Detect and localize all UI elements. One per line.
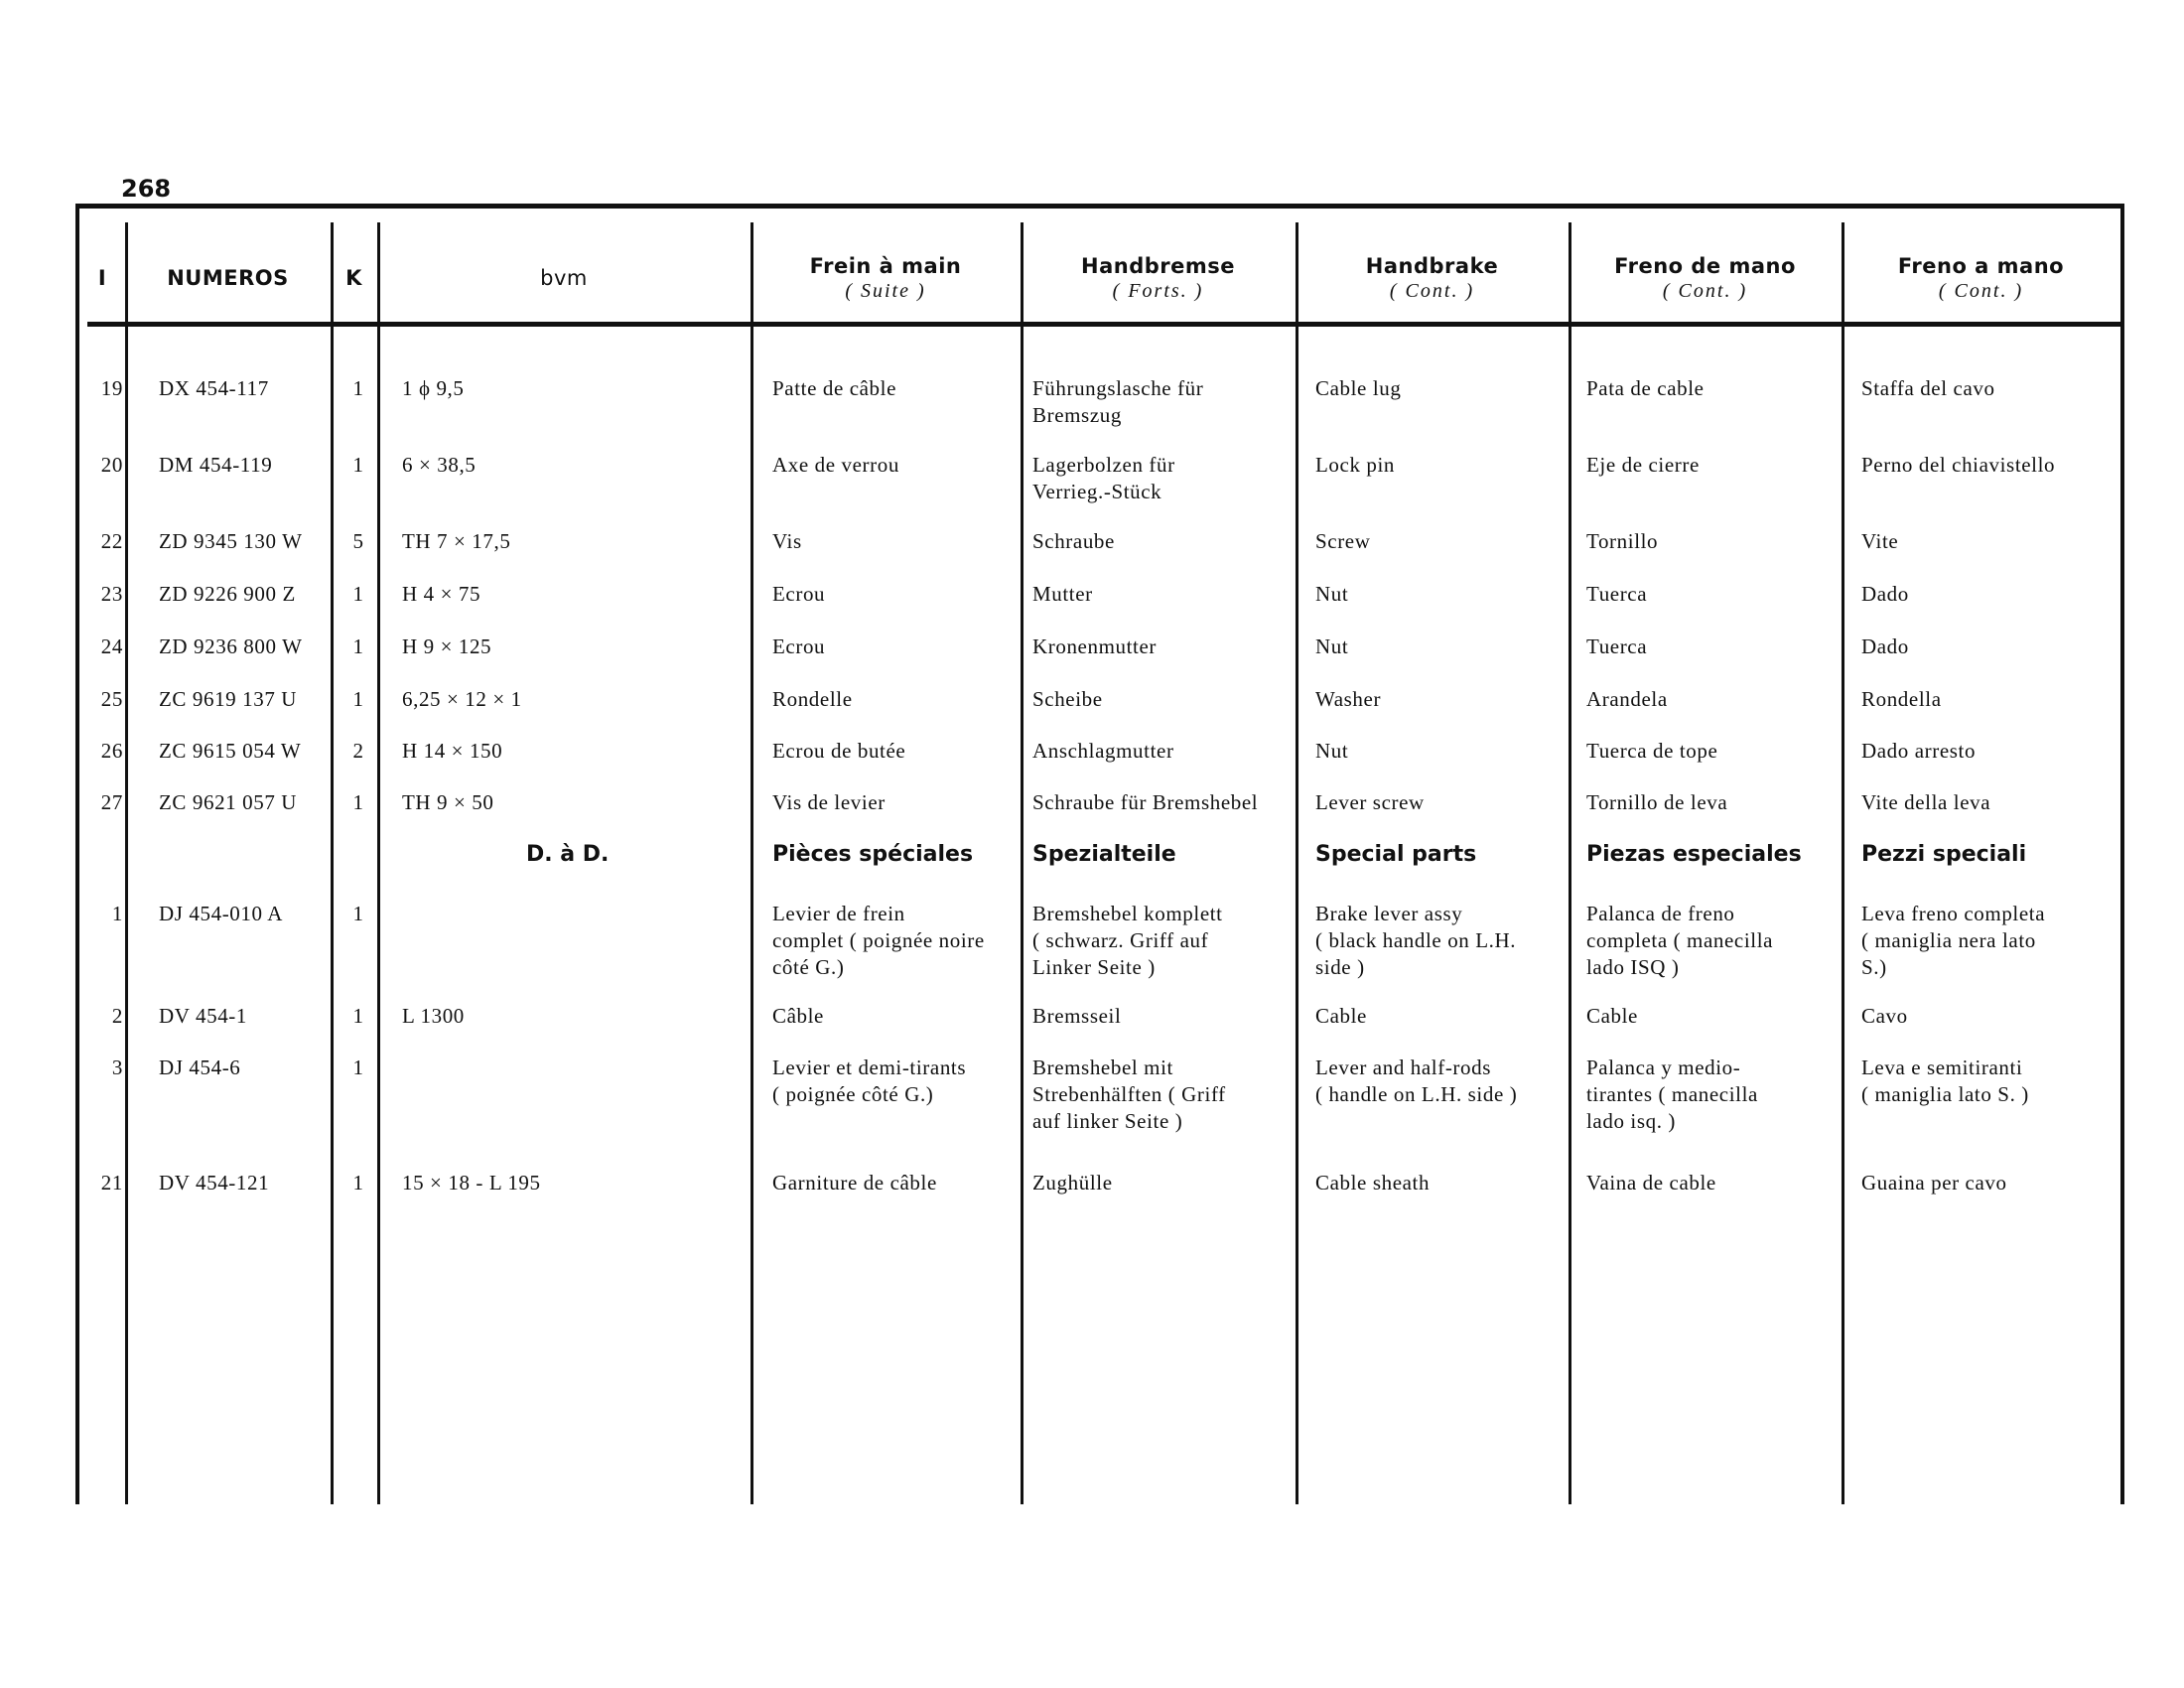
cell-num: DM 454-119	[159, 453, 273, 477]
cell-line: Brake lever assy	[1315, 902, 1463, 925]
cell-num: ZD 9345 130 W	[159, 529, 303, 553]
cell-line: Rondelle	[772, 687, 853, 711]
cell-line: Rondella	[1861, 687, 1942, 711]
cell-line: Vite della leva	[1861, 790, 1991, 814]
cell-de	[1032, 452, 1175, 505]
cell-line: Tuerca	[1586, 582, 1648, 606]
cell-line: Nut	[1315, 634, 1349, 658]
cell-line: Levier de frein	[772, 902, 905, 925]
cell-k: 1	[352, 634, 364, 658]
cell-line: lado ISQ )	[1586, 955, 1680, 979]
cell-en	[1315, 452, 1395, 479]
cell-fr	[772, 1170, 937, 1196]
cell-es	[1586, 738, 1717, 765]
cell-en	[1315, 738, 1348, 765]
cell-line: Cable sheath	[1315, 1171, 1431, 1195]
cell-en	[1315, 901, 1516, 981]
cell-line: Staffa del cavo	[1861, 376, 1995, 400]
cell-line: complet ( poignée noire	[772, 928, 985, 952]
cell-line: Lagerbolzen für	[1032, 453, 1175, 477]
cell-line: Guaina per cavo	[1861, 1171, 2007, 1195]
cell-fr	[772, 901, 985, 981]
cell-de	[1032, 375, 1203, 429]
cell-line: Vite	[1861, 529, 1899, 553]
cell-line: Screw	[1315, 529, 1371, 553]
cell-en	[1315, 789, 1425, 816]
cell-es	[1586, 528, 1658, 555]
cell-it	[1861, 1170, 2007, 1196]
cell-i: 1	[111, 902, 123, 925]
cell-it	[1861, 1055, 2029, 1108]
cell-en	[1315, 686, 1381, 713]
cell-line: Vis	[772, 529, 802, 553]
cell-en	[1315, 841, 1476, 868]
cell-line: Kronenmutter	[1032, 634, 1157, 658]
cell-line: S.)	[1861, 955, 1887, 979]
cell-bvm: 6,25 × 12 × 1	[402, 687, 522, 711]
cell-line: ( maniglia nera lato	[1861, 928, 2036, 952]
cell-line: Garniture de câble	[772, 1171, 937, 1195]
cell-i: 24	[100, 634, 123, 658]
cell-line: côté G.)	[772, 955, 845, 979]
cell-line: Verrieg.-Stück	[1032, 480, 1162, 503]
cell-bvm: TH 9 × 50	[402, 790, 494, 814]
header-spanish-sub: ( Cont. )	[1662, 279, 1748, 302]
header-italian-sub: ( Cont. )	[1938, 279, 2024, 302]
cell-line: lado isq. )	[1586, 1109, 1677, 1133]
cell-line: Lever and half-rods	[1315, 1055, 1491, 1079]
cell-line: Levier et demi-tirants	[772, 1055, 967, 1079]
cell-line: ( black handle on L.H.	[1315, 928, 1517, 952]
cell-k: 1	[352, 1171, 364, 1195]
cell-line: Bremszug	[1032, 403, 1122, 427]
cell-it	[1861, 901, 2045, 981]
cell-de	[1032, 841, 1176, 868]
cell-de	[1032, 789, 1258, 816]
cell-num: DV 454-1	[159, 1004, 247, 1028]
cell-bvm: 15 × 18 - L 195	[402, 1171, 541, 1195]
cell-es	[1586, 841, 1802, 868]
cell-en	[1315, 633, 1348, 660]
cell-line: Cable	[1315, 1004, 1367, 1028]
cell-line: ( poignée côté G.)	[772, 1082, 934, 1106]
cell-line: Cavo	[1861, 1004, 1908, 1028]
cell-bvm: L 1300	[402, 1004, 465, 1028]
header-french-title: Frein à main	[809, 253, 962, 278]
cell-en	[1315, 528, 1370, 555]
cell-i: 25	[100, 687, 123, 711]
cell-line: Arandela	[1586, 687, 1668, 711]
cell-line: Leva e semitiranti	[1861, 1055, 2023, 1079]
cell-fr	[772, 375, 896, 402]
cell-i: 2	[111, 1004, 123, 1028]
cell-en	[1315, 1055, 1517, 1108]
cell-line: ( maniglia lato S. )	[1861, 1082, 2029, 1106]
cell-num: ZD 9236 800 W	[159, 634, 303, 658]
header-english-title: Handbrake	[1365, 253, 1499, 278]
cell-i: 3	[111, 1055, 123, 1079]
cell-num: DV 454-121	[159, 1171, 270, 1195]
cell-line: Washer	[1315, 687, 1382, 711]
cell-de	[1032, 1170, 1113, 1196]
cell-num: DJ 454-010 A	[159, 902, 284, 925]
header-german-sub: ( Forts. )	[1112, 279, 1204, 302]
cell-line: Cable	[1586, 1004, 1638, 1028]
cell-num: ZC 9621 057 U	[159, 790, 298, 814]
cell-line: Special parts	[1315, 842, 1477, 867]
cell-num: ZC 9619 137 U	[159, 687, 298, 711]
cell-line: Ecrou	[772, 634, 826, 658]
cell-fr	[772, 452, 899, 479]
cell-k: 1	[352, 376, 364, 400]
cell-it	[1861, 528, 1898, 555]
cell-es	[1586, 1170, 1716, 1196]
cell-line: Mutter	[1032, 582, 1093, 606]
cell-it	[1861, 1003, 1908, 1030]
cell-i: 20	[100, 453, 123, 477]
cell-num: ZC 9615 054 W	[159, 739, 302, 763]
cell-line: Lever screw	[1315, 790, 1425, 814]
cell-es	[1586, 581, 1647, 608]
cell-en	[1315, 1170, 1430, 1196]
header-numeros-label: NUMEROS	[167, 266, 289, 290]
cell-es	[1586, 686, 1668, 713]
cell-line: Eje de cierre	[1586, 453, 1700, 477]
cell-line: Vis de levier	[772, 790, 886, 814]
cell-line: ( schwarz. Griff auf	[1032, 928, 1209, 952]
cell-line: Bremshebel mit	[1032, 1055, 1173, 1079]
header-k-label: K	[345, 266, 362, 290]
cell-line: Patte de câble	[772, 376, 897, 400]
cell-it	[1861, 452, 2055, 479]
cell-line: Câble	[772, 1004, 824, 1028]
cell-k: 1	[352, 453, 364, 477]
cell-line: Axe de verrou	[772, 453, 899, 477]
cell-de	[1032, 686, 1103, 713]
cell-bvm: 1 ϕ 9,5	[402, 376, 465, 400]
cell-line: Zughülle	[1032, 1171, 1113, 1195]
cell-line: Anschlagmutter	[1032, 739, 1174, 763]
header-english-sub: ( Cont. )	[1389, 279, 1475, 302]
cell-k: 1	[352, 1055, 364, 1079]
cell-line: Linker Seite )	[1032, 955, 1156, 979]
cell-es	[1586, 375, 1705, 402]
cell-line: Cable lug	[1315, 376, 1402, 400]
cell-line: Tuerca	[1586, 634, 1648, 658]
cell-it	[1861, 841, 2026, 868]
cell-line: Perno del chiavistello	[1861, 453, 2056, 477]
header-italian-title: Freno a mano	[1897, 253, 2065, 278]
cell-de	[1032, 633, 1157, 660]
cell-line: Pezzi speciali	[1861, 842, 2027, 867]
cell-de	[1032, 901, 1223, 981]
cell-es	[1586, 789, 1727, 816]
cell-de	[1032, 1003, 1121, 1030]
cell-line: Spezialteile	[1032, 842, 1176, 867]
cell-fr	[772, 789, 886, 816]
cell-k: 1	[352, 687, 364, 711]
cell-line: Dado	[1861, 582, 1909, 606]
cell-line: Führungslasche für	[1032, 376, 1204, 400]
cell-bvm: H 14 × 150	[402, 739, 503, 763]
cell-de	[1032, 528, 1115, 555]
cell-k: 1	[352, 790, 364, 814]
cell-es	[1586, 633, 1647, 660]
cell-line: Vaina de cable	[1586, 1171, 1716, 1195]
cell-bvm: D. à D.	[526, 842, 610, 867]
page-number: 268	[121, 175, 172, 203]
cell-line: Dado arresto	[1861, 739, 1977, 763]
cell-line: Schraube für Bremshebel	[1032, 790, 1259, 814]
cell-bvm: H 9 × 125	[402, 634, 492, 658]
cell-line: completa ( manecilla	[1586, 928, 1774, 952]
cell-line: Palanca y medio-	[1586, 1055, 1741, 1079]
cell-line: Piezas especiales	[1586, 842, 1802, 867]
cell-k: 1	[352, 1004, 364, 1028]
header-index-label: I	[97, 266, 107, 290]
cell-k: 2	[352, 739, 364, 763]
cell-i: 27	[100, 790, 123, 814]
cell-line: Tornillo de leva	[1586, 790, 1728, 814]
cell-fr	[772, 1055, 966, 1108]
cell-k: 1	[352, 582, 364, 606]
cell-it	[1861, 581, 1909, 608]
cell-fr	[772, 1003, 824, 1030]
cell-line: tirantes ( manecilla	[1586, 1082, 1758, 1106]
cell-k: 1	[352, 902, 364, 925]
cell-line: Dado	[1861, 634, 1909, 658]
cell-num: DJ 454-6	[159, 1055, 241, 1079]
cell-line: Tornillo	[1586, 529, 1659, 553]
cell-line: side )	[1315, 955, 1365, 979]
cell-en	[1315, 375, 1401, 402]
cell-i: 22	[100, 529, 123, 553]
cell-line: Nut	[1315, 582, 1349, 606]
cell-line: Ecrou	[772, 582, 826, 606]
cell-k: 5	[352, 529, 364, 553]
cell-it	[1861, 789, 1990, 816]
cell-line: Ecrou de butée	[772, 739, 906, 763]
cell-es	[1586, 1003, 1638, 1030]
cell-bvm: TH 7 × 17,5	[402, 529, 511, 553]
cell-i: 26	[100, 739, 123, 763]
cell-line: Schraube	[1032, 529, 1115, 553]
cell-en	[1315, 1003, 1367, 1030]
cell-line: Bremsseil	[1032, 1004, 1122, 1028]
cell-bvm: H 4 × 75	[402, 582, 481, 606]
cell-line: Palanca de freno	[1586, 902, 1735, 925]
cell-fr	[772, 581, 825, 608]
cell-fr	[772, 528, 802, 555]
table-body	[79, 209, 2120, 1504]
cell-it	[1861, 375, 1995, 402]
cell-line: Strebenhälften ( Griff	[1032, 1082, 1226, 1106]
cell-es	[1586, 1055, 1758, 1135]
parts-table	[75, 204, 2124, 1504]
cell-fr	[772, 841, 973, 868]
header-spanish-title: Freno de mano	[1614, 253, 1796, 278]
cell-fr	[772, 738, 905, 765]
cell-line: Nut	[1315, 739, 1349, 763]
cell-line: Leva freno completa	[1861, 902, 2046, 925]
cell-es	[1586, 452, 1700, 479]
cell-es	[1586, 901, 1773, 981]
cell-it	[1861, 738, 1976, 765]
cell-i: 23	[100, 582, 123, 606]
cell-bvm: 6 × 38,5	[402, 453, 477, 477]
cell-line: auf linker Seite )	[1032, 1109, 1183, 1133]
cell-line: Pièces spéciales	[772, 842, 974, 867]
cell-i: 19	[100, 376, 123, 400]
cell-it	[1861, 686, 1942, 713]
cell-fr	[772, 633, 825, 660]
header-bvm-label: bvm	[540, 266, 588, 290]
cell-num: DX 454-117	[159, 376, 269, 400]
header-german-title: Handbremse	[1081, 253, 1235, 278]
cell-line: Lock pin	[1315, 453, 1396, 477]
cell-de	[1032, 1055, 1226, 1135]
cell-line: Pata de cable	[1586, 376, 1705, 400]
cell-en	[1315, 581, 1348, 608]
cell-line: Bremshebel komplett	[1032, 902, 1223, 925]
cell-line: Tuerca de tope	[1586, 739, 1718, 763]
cell-it	[1861, 633, 1909, 660]
cell-fr	[772, 686, 853, 713]
cell-de	[1032, 738, 1174, 765]
cell-line: Scheibe	[1032, 687, 1103, 711]
cell-de	[1032, 581, 1093, 608]
header-french-sub: ( Suite )	[845, 279, 926, 302]
cell-num: ZD 9226 900 Z	[159, 582, 296, 606]
cell-i: 21	[100, 1171, 123, 1195]
cell-line: ( handle on L.H. side )	[1315, 1082, 1518, 1106]
